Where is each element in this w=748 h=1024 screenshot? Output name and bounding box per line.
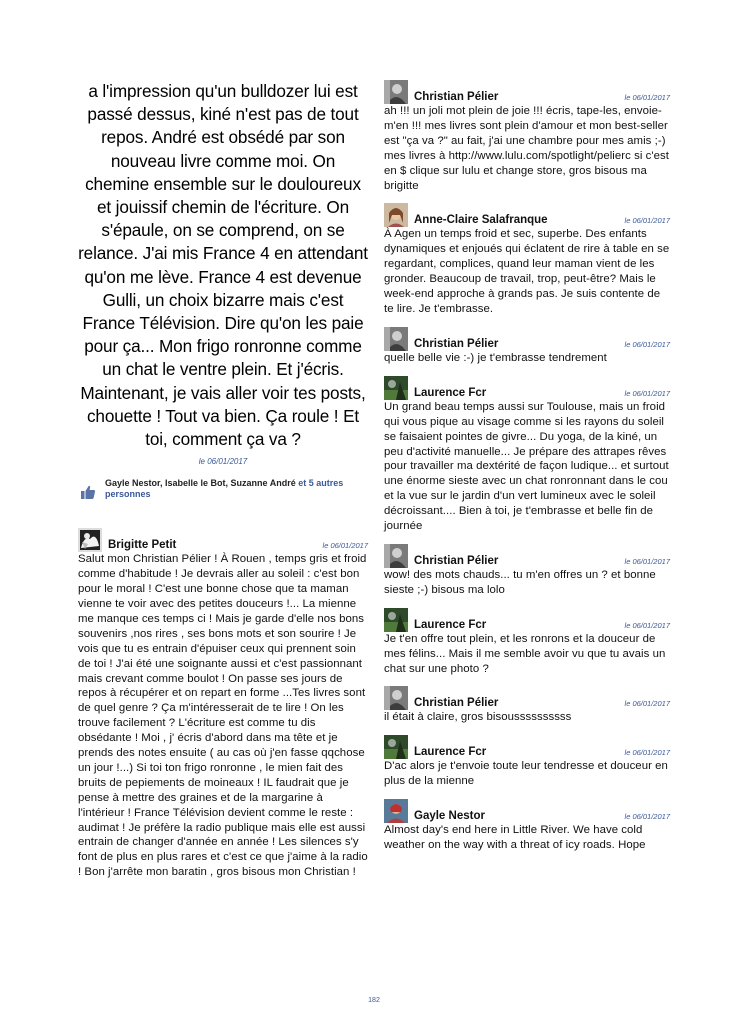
left-column [78, 80, 368, 880]
comment-header [384, 799, 670, 823]
likes-more-link[interactable]: et 5 autres personnes [105, 478, 344, 500]
avatar-icon[interactable] [384, 327, 408, 351]
likes-names[interactable]: Gayle Nestor, Isabelle le Bot, Suzanne André [105, 478, 296, 489]
avatar-icon[interactable] [384, 80, 408, 104]
comment [384, 203, 670, 316]
comment-text: quelle belle vie :-) je t'embrasse tendrement [384, 351, 607, 364]
comment [78, 528, 368, 880]
comment-date: le 06/01/2017 [624, 93, 670, 102]
comment-text: Un grand beau temps aussi sur Toulouse, mais un froid qui vous pique au visage comme si les rayons du soleil se faisaient pointes de givre... Du yoga, de la kiné, un peu d'activité manuelle... Je prépare des attrapes rêves pour travailler ma dextérité de façon ludique... et surtout une énorme sieste avec un chat ronronnant dans le cou et la vue sur le jardin d'un vert lumineux avec le soleil décroissant.... Bien à toi, je t'embrasse et belle fin de journée [384, 400, 669, 533]
comment-author[interactable]: Christian Pélier [414, 697, 499, 710]
comment-text: wow! des mots chauds... tu m'en offres un ? et bonne sieste ;-) bisous ma lolo [384, 568, 656, 596]
comment-author[interactable]: Christian Pélier [414, 91, 499, 103]
comment [384, 327, 670, 366]
likes-row [80, 478, 368, 500]
comment-header [384, 203, 670, 227]
comment-author[interactable]: Christian Pélier [414, 554, 499, 567]
comment-author[interactable]: Anne-Claire Salafranque [414, 214, 548, 227]
comment-author[interactable]: Christian Pélier [414, 337, 499, 350]
comment [384, 608, 670, 677]
comment-date: le 06/01/2017 [624, 556, 670, 566]
comment-header [384, 608, 670, 632]
comment-text: Almost day's end here in Little River. We have cold weather on the way with a threat of icy roads. Hope [384, 824, 646, 852]
comment-text: Je t'en offre tout plein, et les ronrons et la douceur de mes félins... Mais il me semble avoir vu que tu avais un chat sur une photo ? [384, 632, 666, 675]
avatar-icon[interactable] [384, 544, 408, 568]
comment-author[interactable]: Laurence Fcr [414, 618, 487, 631]
comment-header [384, 544, 670, 568]
comment-date: le 06/01/2017 [624, 216, 670, 226]
comment-author[interactable]: Laurence Fcr [414, 386, 487, 399]
comment-text: il était à claire, gros bisoussssssssss [384, 711, 572, 724]
comment-header [78, 528, 368, 552]
comment-text: Salut mon Christian Pélier ! À Rouen , temps gris et froid comme d'habitude ! Je devrais aller au soleil : c'est bon pour le moral ! C'est une bonne chose que ta maman vienne te voir avec des petites douceurs !... La mienne me manque ces temps ci ! Mais je garde d'elle nos bons souvenirs ,nos rires , ses bons mots et son sourire ! Je vois que tu es entrain d'épuiser ceux qui prennent soin de toi ! J'ai été une soignante aussi et c'est passionnant mais crevant comme boulot ! On passe ses jours de repos à récupérer et on repart en forme ...Tes livres sont de quel genre ? Ça m'intéresserait de te lire ! On les trouve facilement ? L'écriture est comme tu dis obsédante ! Moi , j' écris d'abord dans ma tête et je prends des notes ensuite ( au cas où j'en fasse qqchose un jour !...) Si toi ton frigo ronronne , le mien fait des bruits de pepiements de moineaux ! IL faudrait que je pense à mettre des graines et de la margarine à l'intérieur ! France Télévision devient comme le reste : audimat ! Je préfère la radio publique mais elle est aussi entrain de changer d'année en année ! Les silences s'y font de plus en plus rares et c'est ce que j'aime à la radio ! Bon j'arrête mon baratin , gros bisous mon Christian ! [78, 553, 368, 879]
comment-header [384, 376, 670, 400]
likes-text [105, 478, 368, 500]
comment-header [384, 735, 670, 759]
avatar-icon[interactable] [384, 686, 408, 710]
comment [384, 686, 670, 725]
avatar-icon[interactable] [384, 203, 408, 227]
comment-author[interactable]: Gayle Nestor [414, 810, 485, 823]
comment [384, 80, 670, 193]
comment-author[interactable]: Laurence Fcr [414, 746, 487, 759]
comment-text: À Agen un temps froid et sec, superbe. Des enfants dynamiques et enjoués qui éclatent de rire à table en se regardant, complices, quand leur maman vient de les gronder. Beaucoup de travail, trop, peut-être? Mais le week-end approche à grands pas. Je suis contente de te lire. Je t'embrasse. [384, 228, 670, 315]
page-number: 182 [368, 997, 380, 1004]
comment [384, 544, 670, 598]
comment-date: le 06/01/2017 [322, 541, 368, 551]
avatar-icon[interactable] [384, 376, 408, 400]
avatar-icon[interactable] [78, 528, 102, 552]
comment [384, 735, 670, 789]
comment-date: le 06/01/2017 [624, 388, 670, 398]
comment-header [384, 327, 670, 351]
avatar-icon[interactable] [384, 799, 408, 823]
comment-header [384, 80, 670, 104]
comment-date: le 06/01/2017 [624, 812, 670, 822]
comment [384, 376, 670, 534]
post-text: a l'impression qu'un bulldozer lui est passé dessus, kiné n'est pas de tout repos. André est obsédé par son nouveau livre comme moi. On chemine ensemble sur le douloureux et jouissif chemin de l'écriture. On s'épaule, on se comprend, on se relance. J'ai mis France 4 en attendant qu'on me lève. France 4 est devenue Gulli, un choix bizarre mais c'est France Télévision. Dire qu'on les paie pour ça... Mon frigo ronronne comme un chat le ventre plein. Et j'écris. Maintenant, je vais aller voir tes posts, chouette ! Tout va bien. Ça roule ! Et toi, comment ça va ? [78, 81, 368, 450]
comment-text: D'ac alors je t'envoie toute leur tendresse et douceur en plus de la mienne [384, 760, 668, 788]
right-column [384, 80, 670, 853]
comment-date: le 06/01/2017 [624, 699, 670, 709]
comment-text: ah !!! un joli mot plein de joie !!! écris, tape-les, envoie-m'en !!! mes livres sont plein d'amour et mon best-seller est "ça va ?" au fait, j'ai une chambre pour mes amis ;-) mes livres à http://www.lulu.com/spotlight/pelierc si c'est en $ clique sur lulu et change store, gros bisous ma brigitte [384, 105, 669, 192]
comment-author[interactable]: Brigitte Petit [108, 539, 177, 552]
avatar-icon[interactable] [384, 735, 408, 759]
comment-date: le 06/01/2017 [624, 620, 670, 630]
comment [384, 799, 670, 853]
avatar-icon[interactable] [384, 608, 408, 632]
comment-header [384, 686, 670, 710]
thumbs-up-icon[interactable] [80, 484, 96, 500]
post-date: le 06/01/2017 [198, 457, 248, 467]
comment-date: le 06/01/2017 [624, 748, 670, 758]
comment-date: le 06/01/2017 [624, 339, 670, 349]
